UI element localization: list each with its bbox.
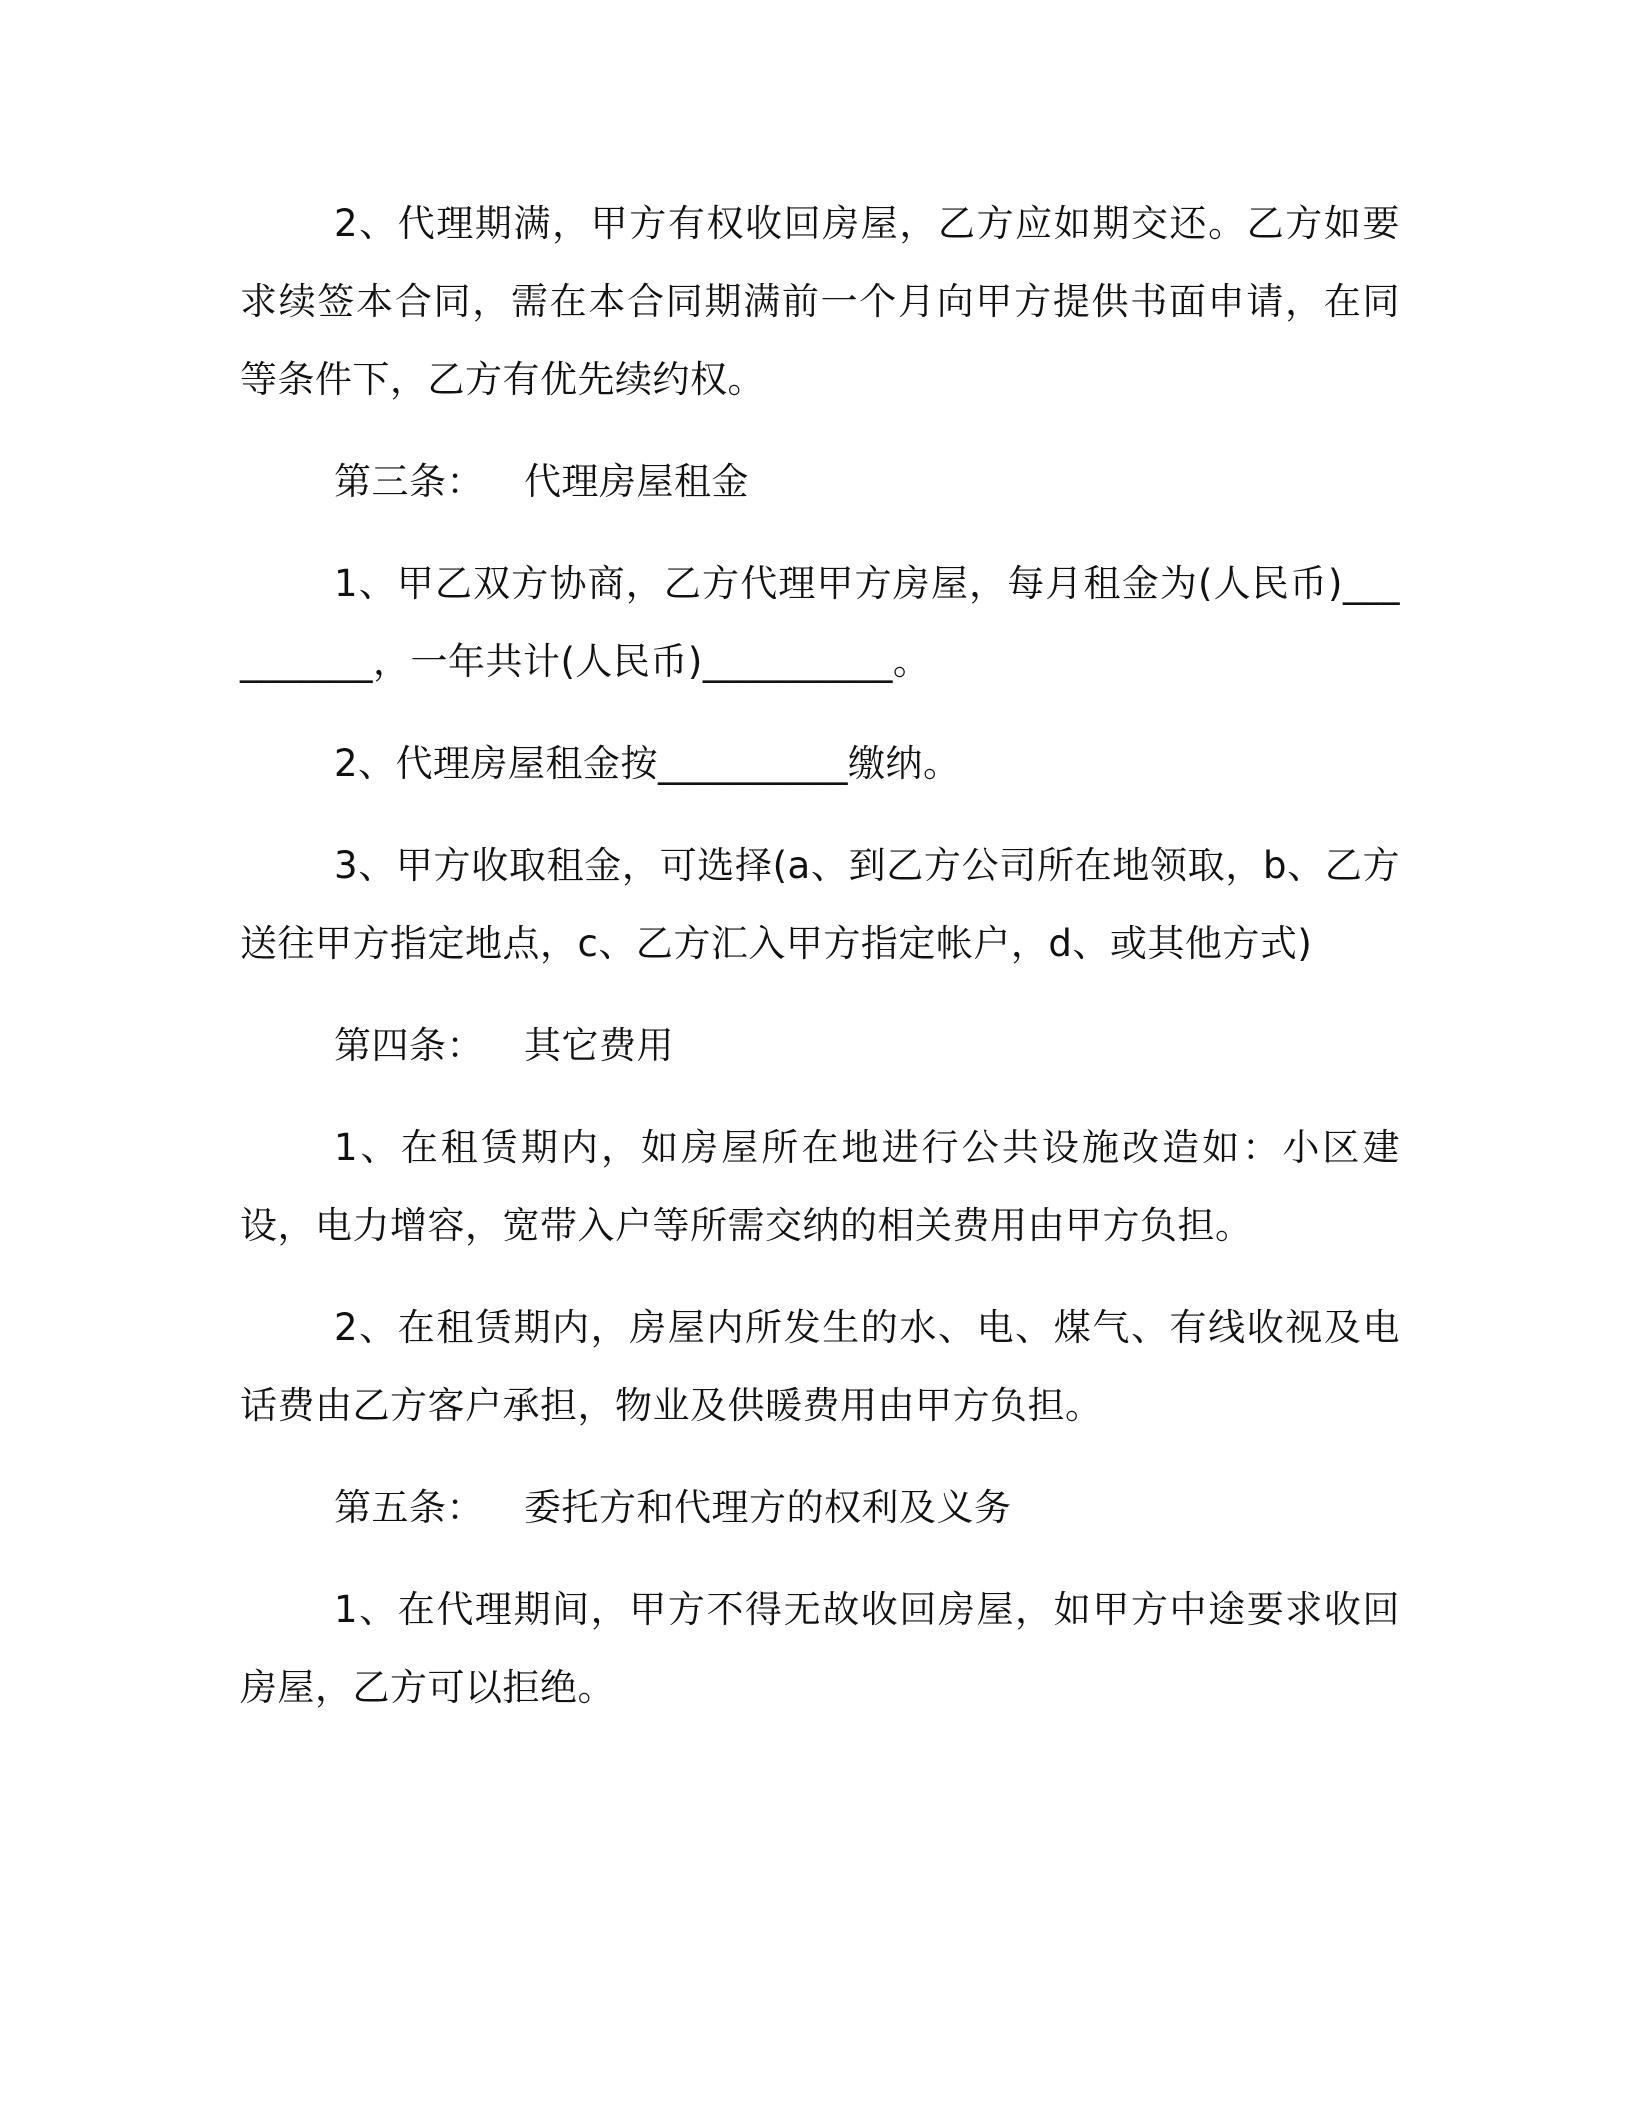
clause-4-1-public-facilities: 1、在租赁期内，如房屋所在地进行公共设施改造如：小区建设，电力增容，宽带入户等所需交纳的相关费用由甲方负担。: [240, 1126, 1400, 1247]
clause-3-2-rent-payment: 2、代理房屋租金按__________缴纳。: [334, 742, 961, 785]
article-3-label: 第三条：: [334, 460, 484, 503]
clause-4-2-utilities: 2、在租赁期内，房屋内所发生的水、电、煤气、有线收视及电话费由乙方客户承担，物业及供暖费用由甲方负担。: [240, 1306, 1400, 1427]
clause-3-3-rent-collection: 3、甲方收取租金，可选择(a、到乙方公司所在地领取，b、乙方送往甲方指定地点，c、乙方汇入甲方指定帐户，d、或其他方式): [240, 844, 1400, 965]
clause-5-1-no-recall: 1、在代理期间，甲方不得无故收回房屋，如甲方中途要求收回房屋，乙方可以拒绝。: [240, 1588, 1400, 1709]
article-3-title: 代理房屋租金: [524, 460, 749, 503]
clause-3-1-rent-amount: 1、甲乙双方协商，乙方代理甲方房屋，每月租金为(人民币)__________，一年共计(人民币)__________。: [240, 562, 1400, 683]
article-4-title: 其它费用: [524, 1024, 674, 1067]
article-5-heading: [240, 1469, 1400, 1547]
clause-2-renewal: 2、代理期满，甲方有权收回房屋，乙方应如期交还。乙方如要求续签本合同，需在本合同期满前一个月向甲方提供书面申请，在同等条件下，乙方有优先续约权。: [240, 202, 1400, 401]
article-5-label: 第五条：: [334, 1486, 484, 1529]
article-4-label: 第四条：: [334, 1024, 484, 1067]
article-4-heading: [240, 1007, 1400, 1085]
article-5-title: 委托方和代理方的权利及义务: [524, 1486, 1012, 1529]
document-page: [240, 185, 1400, 1751]
article-3-heading: [240, 443, 1400, 521]
